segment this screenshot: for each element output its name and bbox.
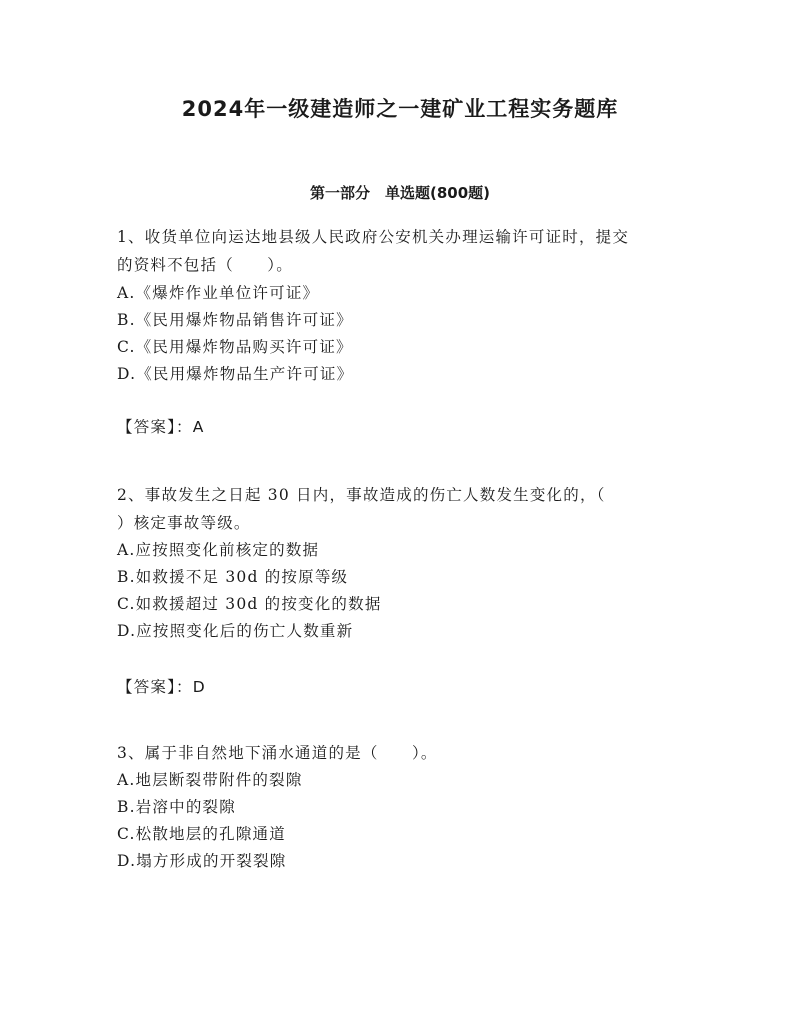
question-2-option-a: A.应按照变化前核定的数据 [117, 541, 320, 559]
question-3-option-d: D.塌方形成的开裂裂隙 [117, 852, 287, 870]
question-1-option-b: B.《民用爆炸物品销售许可证》 [117, 311, 353, 329]
question-1-stem-line-2: 的资料不包括（ ）。 [117, 256, 293, 274]
question-3-option-c: C.松散地层的孔隙通道 [117, 825, 286, 843]
question-1-option-a: A.《爆炸作业单位许可证》 [117, 284, 320, 302]
question-2-stem-line-2: ）核定事故等级。 [117, 514, 251, 532]
question-1-answer: 【答案】：A [117, 418, 205, 436]
document-title: 2024年一级建造师之一建矿业工程实务题库 [181, 97, 619, 121]
question-1-option-d: D.《民用爆炸物品生产许可证》 [117, 365, 354, 383]
question-2-stem-line-1: 2、事故发生之日起 30 日内，事故造成的伤亡人数发生变化的，（ [117, 486, 606, 504]
question-1-stem-line-1: 1、收货单位向运达地县级人民政府公安机关办理运输许可证时，提交 [117, 228, 630, 246]
question-2-option-c: C.如救援超过 30d 的按变化的数据 [117, 595, 382, 613]
question-3-option-a: A.地层断裂带附件的裂隙 [117, 771, 303, 789]
question-2-option-b: B.如救援不足 30d 的按原等级 [117, 568, 349, 586]
section-title: 第一部分 单选题(800题) [309, 184, 491, 202]
question-2-option-d: D.应按照变化后的伤亡人数重新 [117, 622, 354, 640]
question-3-option-b: B.岩溶中的裂隙 [117, 798, 236, 816]
question-3-stem-line-1: 3、属于非自然地下涌水通道的是（ ）。 [117, 744, 438, 762]
question-1-option-c: C.《民用爆炸物品购买许可证》 [117, 338, 353, 356]
question-2-answer: 【答案】：D [117, 678, 206, 696]
